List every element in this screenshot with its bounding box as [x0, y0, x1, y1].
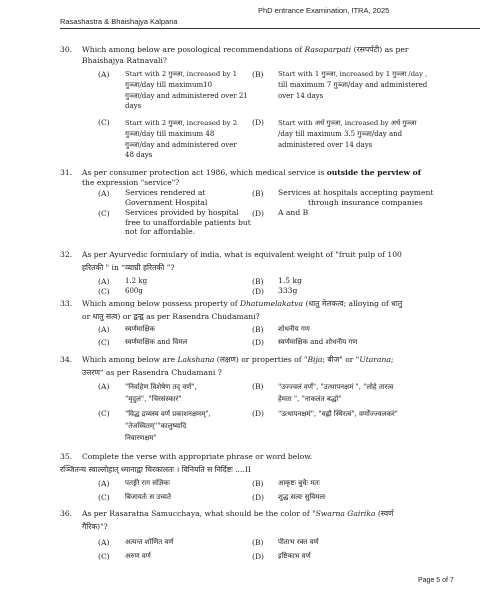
- option-a[interactable]: Services rendered at Government Hospital: [125, 188, 208, 207]
- option-a-label: (A): [98, 479, 110, 488]
- option-a[interactable]: स्वर्णमाक्षिक: [125, 325, 155, 333]
- option-a[interactable]: "निर्वाहेण विशेषेण तद् वर्णं", "मृदुलं", "चिरसंस्कारं": [125, 383, 197, 403]
- question-text-line2: the expression "service"?: [82, 178, 180, 187]
- option-d[interactable]: शुद्ध सत्वः सुविमलः: [278, 493, 326, 501]
- option-b-label: (B): [252, 325, 264, 334]
- option-d[interactable]: "उत्थापनक्षमं", "वह्नौ स्थिरत्वं", वर्णोज्ज्वलकरं": [278, 410, 398, 418]
- option-c-label: (C): [98, 287, 110, 296]
- question-text: Which among below possess property of Dhatumelakatva (धातु मेलकत्व; alloying of धातु: [82, 299, 403, 308]
- question-text: As per Ayurvedic formulary of india, what is equivalent weight of "fruit pulp of 100: [82, 250, 402, 259]
- option-d-label: (D): [252, 338, 265, 347]
- question-number: 36.: [60, 509, 73, 518]
- option-c[interactable]: Services provided by hospital free to unaffordable patients but not for affordable.: [125, 208, 251, 237]
- option-c[interactable]: 600g: [125, 287, 143, 295]
- question-text: Which among below are Lakshana (लक्षण) or properties of "Bija; बीज" or "Utarana;: [82, 355, 394, 364]
- option-c-label: (C): [98, 338, 110, 347]
- question-text: As per consumer protection act 1986, which medical service is outside the perview of: [82, 168, 422, 177]
- option-b[interactable]: आकृष्टः बुधैः मतः: [278, 479, 320, 487]
- option-c-label: (C): [98, 552, 110, 561]
- option-a[interactable]: अत्यन्त शोणित वर्ण: [125, 538, 174, 546]
- option-d[interactable]: Start with अर्ध गुञ्जा, increased by अर्ध गुञ्जा /day till maximum 3.5 गुञ्जा/day and administered over 14 days: [278, 119, 417, 149]
- option-c[interactable]: "विद्ध द्रव्यस्य वर्णं प्रकाशनक्षमम्", "तेजस्वितम्""कालुष्यादि निवारणक्षम": [125, 410, 211, 442]
- exam-title: PhD entrance Examination, ITRA, 2025: [258, 6, 390, 15]
- question-text: As per Rasaratna Samucchaya, what should be the color of "Swarna Gairika (स्वर्ण: [82, 509, 394, 518]
- option-b[interactable]: Services at hospitals accepting payment through insurance companies: [278, 188, 434, 207]
- option-b[interactable]: 1.5 kg: [278, 276, 302, 285]
- option-b-label: (B): [252, 382, 264, 391]
- option-b[interactable]: "उज्ज्वलं वर्णं", "उत्थापनक्षमं ", "लोहे तारत्व हेमता ", "नाकलंत बद्धो": [278, 383, 394, 403]
- option-c[interactable]: Start with 2 गुञ्जा, increased by 2 गुञ्जा/day till maximum 48 गुञ्जा/day and administered over 48 days: [125, 119, 238, 160]
- option-a-label: (A): [98, 70, 110, 79]
- option-a-label: (A): [98, 325, 110, 334]
- option-a[interactable]: Start with 2 गुञ्जा, increased by 1 गुञ्जा/day till maximum10 गुञ्जा/day and administered over 21 days: [125, 70, 248, 111]
- option-b-label: (B): [252, 70, 264, 79]
- question-number: 34.: [60, 355, 73, 364]
- option-a[interactable]: 1.2 kg: [125, 277, 148, 285]
- option-d[interactable]: 333g: [278, 286, 298, 295]
- question-text: Which among below are posological recommendations of Rasaparpati (रसपर्पटी) as per: [82, 45, 409, 54]
- option-a-label: (A): [98, 382, 110, 391]
- question-text: Complete the verse with appropriate phrase or word below.: [82, 452, 313, 461]
- option-b-label: (B): [252, 538, 264, 547]
- question-text-line2: or धातु सत्व) or द्वन्द्व as per Rasendra Chudamani?: [82, 312, 260, 321]
- option-d[interactable]: इष्टिकाभ वर्ण: [278, 552, 311, 560]
- option-c[interactable]: अरुण वर्ण: [125, 552, 151, 560]
- option-a[interactable]: पतङ्गी राग संज्ञिकः: [125, 479, 171, 487]
- option-c[interactable]: स्वर्णमाक्षिक and विमल: [125, 338, 188, 346]
- question-number: 33.: [60, 299, 73, 308]
- option-b-label: (B): [252, 479, 264, 488]
- option-c-label: (C): [98, 493, 110, 502]
- option-a-label: (A): [98, 277, 110, 286]
- question-number: 35.: [60, 452, 73, 461]
- option-a-label: (A): [98, 189, 110, 198]
- option-d-label: (D): [252, 118, 265, 127]
- option-d-label: (D): [252, 409, 265, 418]
- question-text-line2: हरितकी " in “व्याघ्री हरितकी ”?: [82, 263, 175, 272]
- option-d-label: (D): [252, 493, 265, 502]
- option-c-label: (C): [98, 409, 110, 418]
- question-number: 32.: [60, 250, 73, 259]
- option-d[interactable]: A and B: [278, 208, 309, 217]
- header-divider: [60, 28, 480, 29]
- option-c-label: (C): [98, 209, 110, 218]
- option-b[interactable]: Start with 1 गुञ्जा, increased by 1 गुञ्जा /day , till maximum 7 गुञ्जा/day and administered over 14 days: [278, 70, 428, 100]
- option-d-label: (D): [252, 287, 265, 296]
- question-text-line2: गैरिक)"?: [82, 522, 108, 531]
- option-d-label: (D): [252, 552, 265, 561]
- question-number: 31.: [60, 168, 73, 177]
- option-c-label: (C): [98, 118, 110, 127]
- option-d[interactable]: स्वर्णमाक्षिक and शोधनीय गण: [278, 338, 358, 346]
- subject-title: Rasashastra & Bhaishajya Kalpana: [60, 17, 178, 26]
- page-number: Page 5 of 7: [418, 577, 454, 584]
- question-text-line2: उत्तरण" as per Rasendra Chudamani ?: [82, 368, 222, 377]
- question-number: 30.: [60, 45, 73, 54]
- option-b-label: (B): [252, 277, 264, 286]
- question-verse: रञ्जितन्च स्वाल्लोहात् ध्मानाद्वा चिरकालतः । विनियति स निर्दिष्टः ....II: [60, 465, 251, 474]
- option-b-label: (B): [252, 189, 264, 198]
- option-a-label: (A): [98, 538, 110, 547]
- question-text-line2: Bhaishajya Ratnavali?: [82, 56, 167, 65]
- option-b[interactable]: पीताभ रक्त वर्ण: [278, 538, 319, 546]
- option-d-label: (D): [252, 209, 265, 218]
- option-b[interactable]: शोधनीय गण: [278, 325, 310, 333]
- option-c[interactable]: बिजावर्तः स उच्यते: [125, 493, 171, 501]
